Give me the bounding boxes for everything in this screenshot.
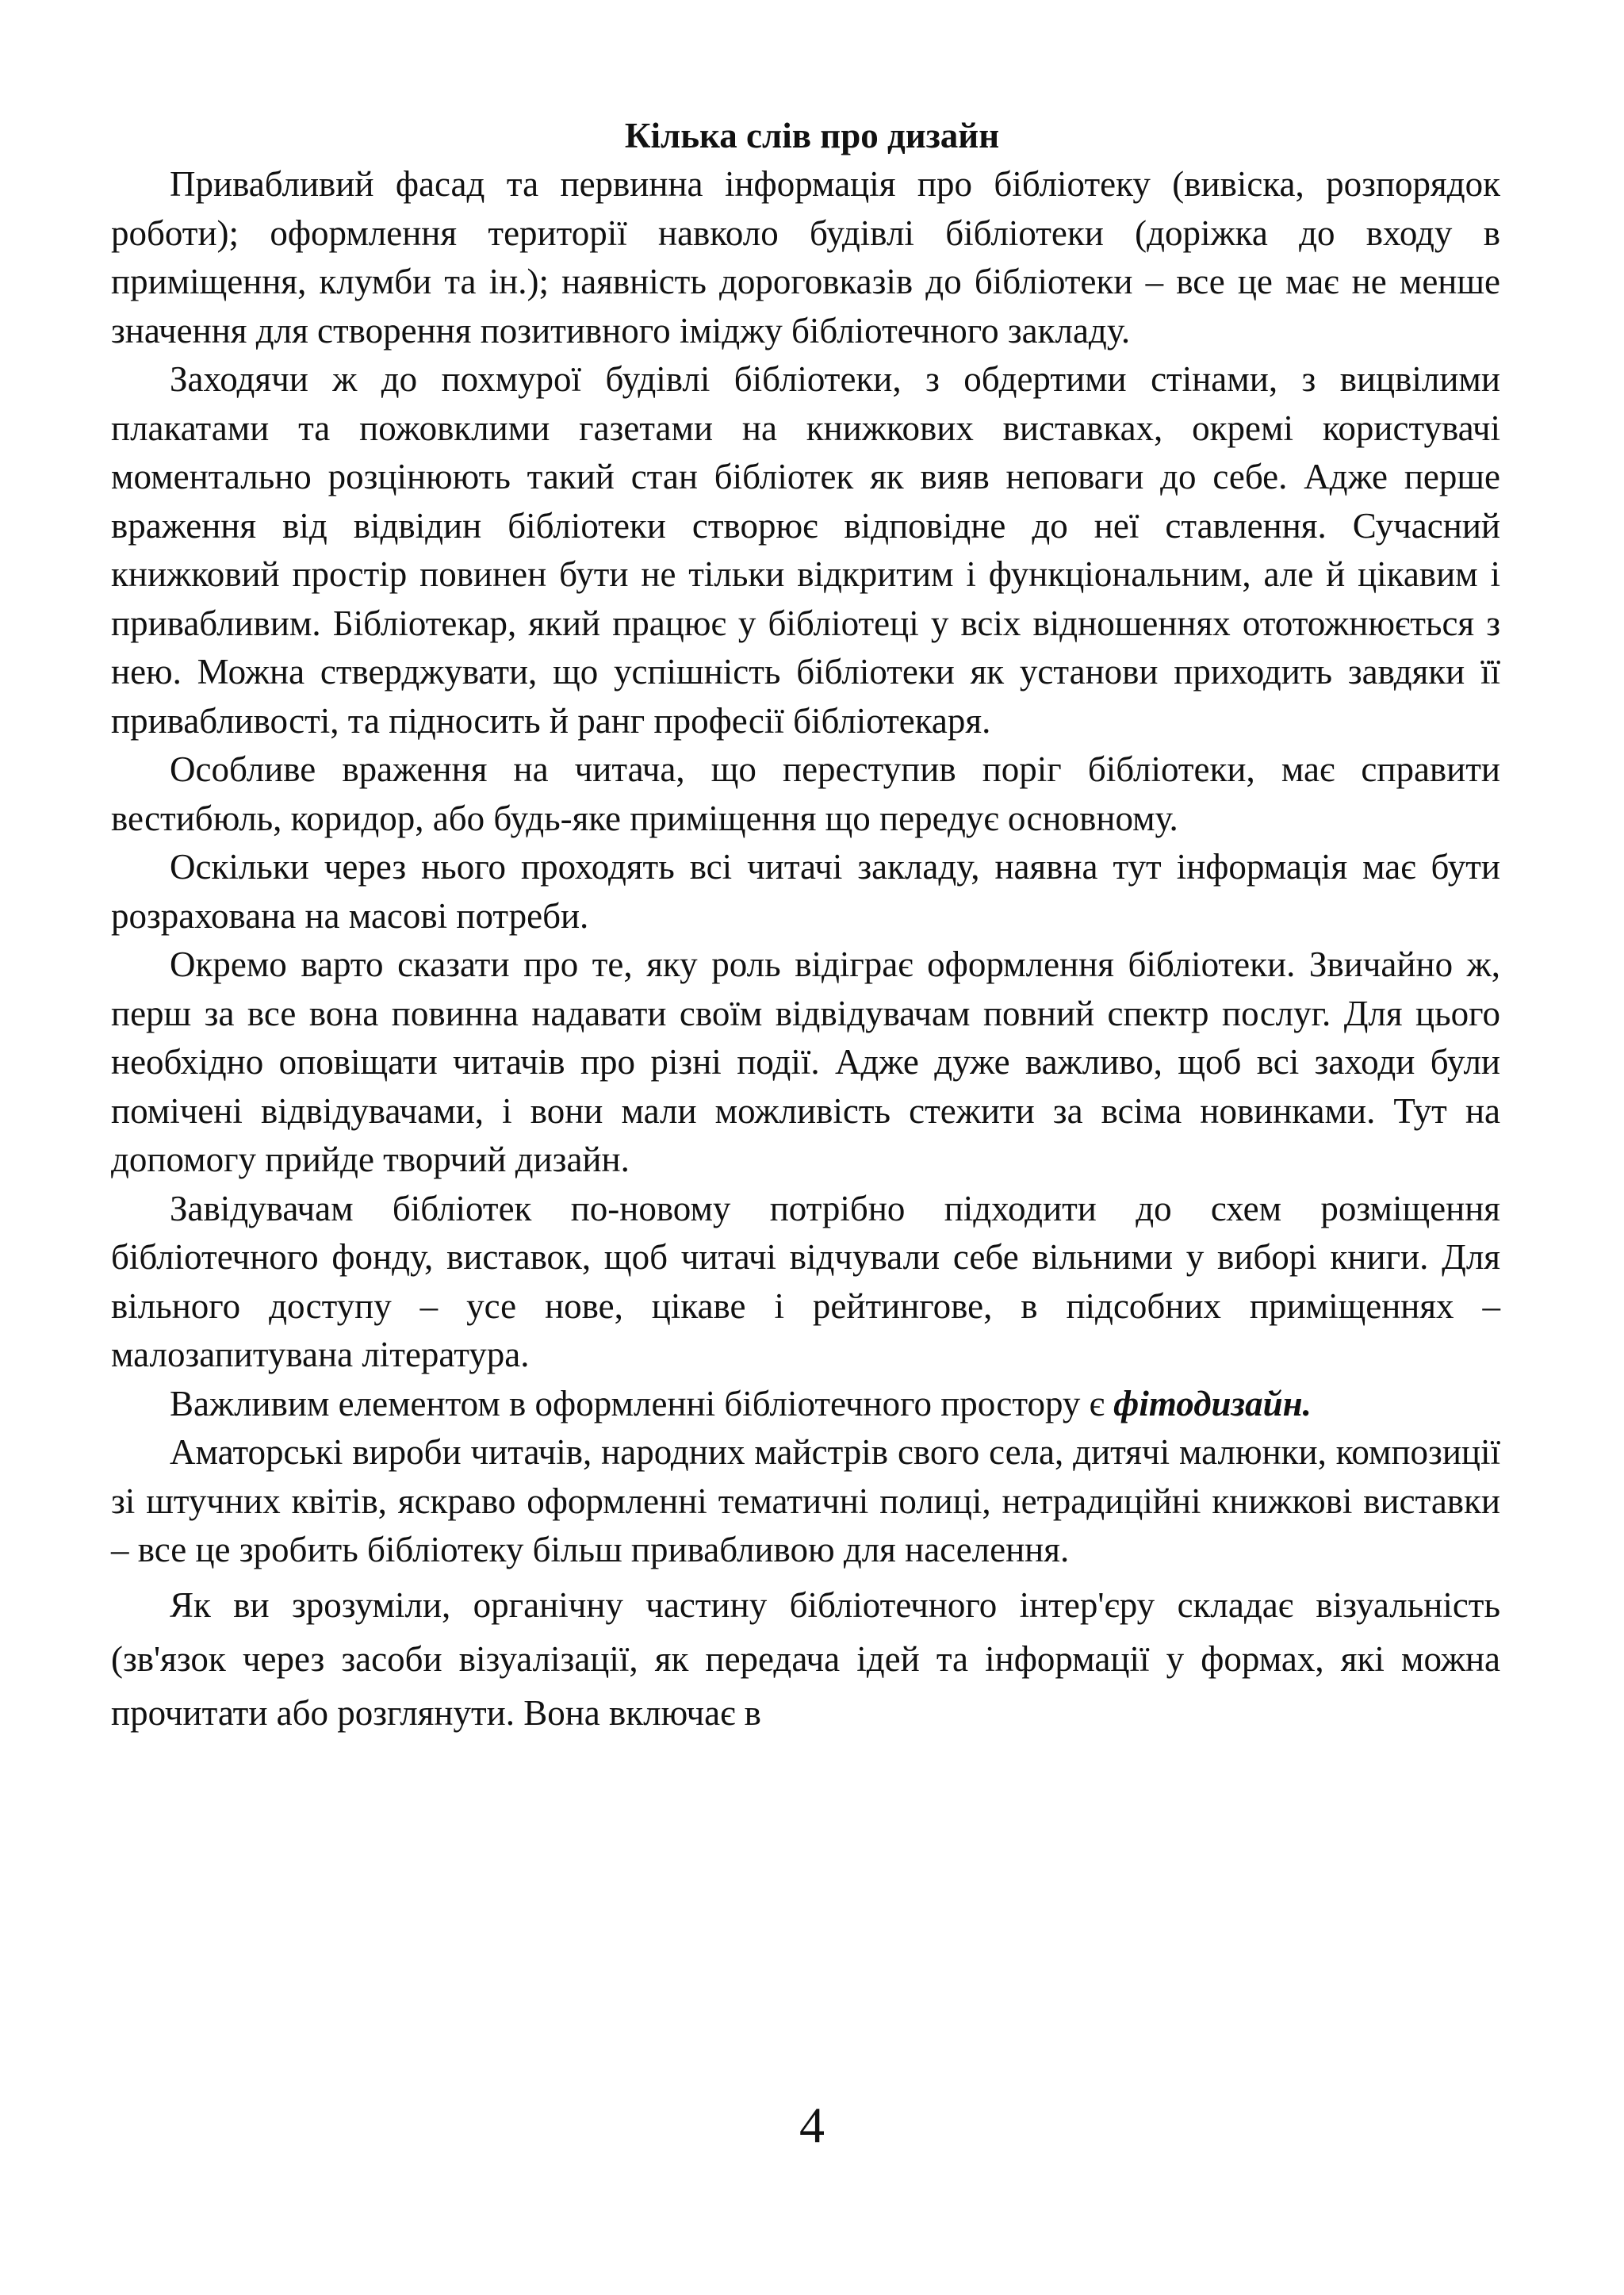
paragraph-phytodesign xyxy=(111,1380,1500,1429)
body-text xyxy=(111,160,1500,1740)
paragraph-placement: Завідувачам бібліотек по-новому потрібно підходити до схем розміщення бібліотечного фонду, виставок, щоб читачі відчували себе вільними у виборі книги. Для вільного доступу – усе нове, цікаве і рейтингове, в підсобних приміщеннях – малозапитувана література. xyxy=(111,1188,1500,1374)
phytodesign-text: Важливим елементом в оформленні бібліотечного простору є xyxy=(170,1383,1105,1423)
paragraph-visuality: Як ви зрозуміли, органічну частину бібліотечного інтер'єру складає візуальність (зв'язок через засоби візуалізації, як передача ідей та інформації у формах, які можна прочитати або розглянути. Вона включає в xyxy=(111,1584,1500,1733)
paragraph-design-role: Окремо варто сказати про те, яку роль відіграє оформлення бібліотеки. Звичайно ж, перш за все вона повинна надавати своїм відвідувачам повний спектр послуг. Для цього необхідно оповіщати читачів про різні події. Адже дуже важливо, щоб всі заходи були помічені відвідувачами, і вони мали можливість стежити за всіма новинками. Тут на допомогу прийде творчий дизайн. xyxy=(111,944,1500,1179)
paragraph-amateur-works: Аматорські вироби читачів, народних майстрів свого села, дитячі малюнки, композиції зі штучних квітів, яскраво оформленні тематичні полиці, нетрадиційні книжкові виставки – все це зробить бібліотеку більш привабливою для населення. xyxy=(111,1432,1500,1569)
paragraph-facade: Привабливий фасад та первинна інформація про бібліотеку (вивіска, розпорядок роботи); оформлення території навколо будівлі бібліотеки (доріжка до входу в приміщення, клумби та ін.); наявність дороговказів до бібліотеки – все це має не менше значення для створення позитивного іміджу бібліотечного закладу. xyxy=(111,164,1500,351)
paragraph-vestibule: Особливе враження на читача, що переступив поріг бібліотеки, має справити вестибюль, коридор, або будь-яке приміщення що передує основному. xyxy=(111,749,1500,838)
paragraph-readers-pass: Оскільки через нього проходять всі читачі закладу, наявна тут інформація має бути розрахована на масові потреби. xyxy=(111,847,1500,936)
page-number: 4 xyxy=(799,2097,825,2153)
page-title: Кілька слів про дизайн xyxy=(624,116,1000,155)
phytodesign-emphasis: фітодизайн. xyxy=(1113,1383,1312,1423)
paragraph-gloomy-building: Заходячи ж до похмурої будівлі бібліотеки, з обдертими стінами, з вицвілими плакатами та пожовклими газетами на книжкових виставках, окремі користувачі моментально розцінюють такий стан бібліотек як вияв неповаги до себе. Адже перше враження від відвідин бібліотеки створює відповідне до неї ставлення. Сучасний книжковий простір повинен бути не тільки відкритим і функціональним, але й цікавим і привабливим. Бібліотекар, який працює у бібліотеці у всіх відношеннях ототожнюється з нею. Можна стверджувати, що успішність бібліотеки як установи приходить завдяки її привабливості, та підносить й ранг професії бібліотекаря. xyxy=(111,359,1500,741)
